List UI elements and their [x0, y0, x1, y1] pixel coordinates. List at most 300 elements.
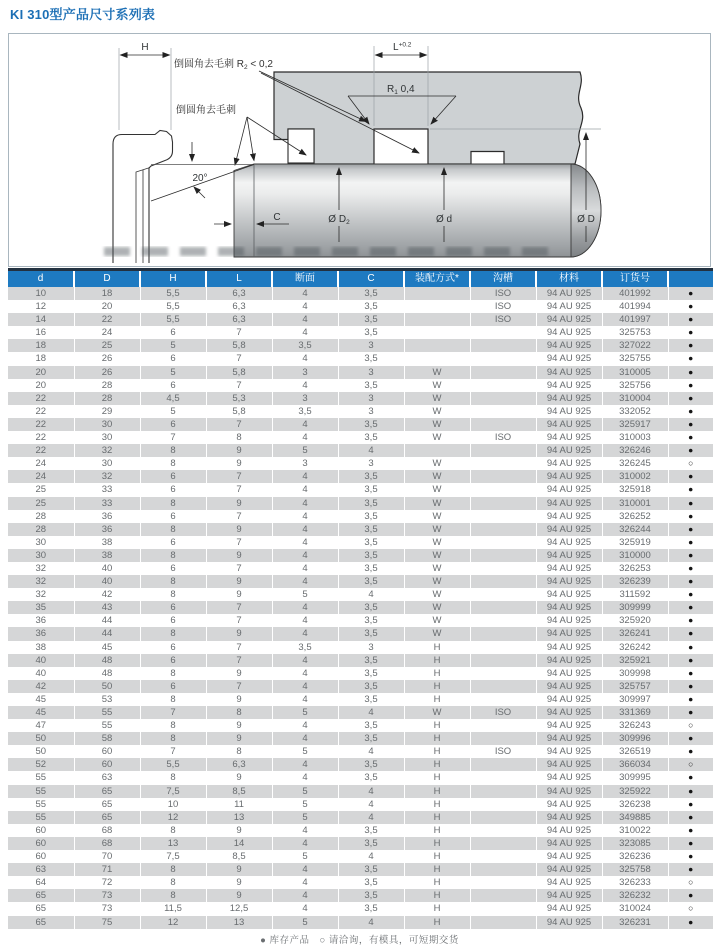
table-cell: 58 — [74, 732, 140, 745]
table-cell: 94 AU 925 — [536, 863, 602, 876]
table-cell: 33 — [74, 483, 140, 496]
table-cell: 4 — [272, 536, 338, 549]
table-cell: 4 — [272, 771, 338, 784]
table-cell — [470, 654, 536, 667]
table-row — [8, 300, 713, 313]
table-cell: 44 — [74, 627, 140, 640]
table-cell: 3 — [338, 392, 404, 405]
table-cell: 13 — [140, 837, 206, 850]
table-cell: 65 — [8, 889, 74, 902]
table-cell: 4 — [272, 837, 338, 850]
table-row — [8, 771, 713, 784]
table-cell: 30 — [8, 549, 74, 562]
col-header-D: D — [74, 270, 140, 288]
table-cell: 3,5 — [338, 693, 404, 706]
table-cell: 5,5 — [140, 287, 206, 300]
availability-mark: ○ — [668, 457, 713, 470]
table-cell: ISO — [470, 287, 536, 300]
table-cell: 20 — [8, 366, 74, 379]
table-cell: 55 — [8, 811, 74, 824]
table-cell: 401997 — [602, 313, 668, 326]
table-cell: 4 — [272, 300, 338, 313]
table-cell: W — [404, 562, 470, 575]
table-cell: 3,5 — [338, 483, 404, 496]
svg-text:Ø D: Ø D — [577, 214, 595, 225]
table-row — [8, 392, 713, 405]
table-cell: 325921 — [602, 654, 668, 667]
table-cell: 326236 — [602, 850, 668, 863]
table-cell: 331369 — [602, 706, 668, 719]
technical-drawing — [9, 34, 710, 266]
table-cell: 8 — [140, 667, 206, 680]
table-cell: W — [404, 588, 470, 601]
table-cell: 60 — [74, 758, 140, 771]
table-cell: 9 — [206, 719, 272, 732]
table-cell: 94 AU 925 — [536, 536, 602, 549]
table-row — [8, 837, 713, 850]
table-row — [8, 366, 713, 379]
table-cell: 8,5 — [206, 850, 272, 863]
table-cell: 325757 — [602, 680, 668, 693]
table-cell: 94 AU 925 — [536, 771, 602, 784]
availability-mark: ● — [668, 444, 713, 457]
table-row — [8, 601, 713, 614]
table-cell: 7 — [206, 562, 272, 575]
table-cell: 6 — [140, 379, 206, 392]
table-cell — [404, 287, 470, 300]
table-cell: 63 — [74, 771, 140, 784]
table-cell — [470, 379, 536, 392]
table-cell: 35 — [8, 601, 74, 614]
table-cell: 75 — [74, 916, 140, 929]
table-row — [8, 693, 713, 706]
svg-text:20°: 20° — [192, 173, 208, 184]
table-cell: 7 — [206, 326, 272, 339]
table-cell: 94 AU 925 — [536, 339, 602, 352]
table-cell: 18 — [74, 287, 140, 300]
table-cell: 5 — [272, 811, 338, 824]
table-cell — [470, 916, 536, 929]
table-cell: 4,5 — [140, 392, 206, 405]
table-cell: 3,5 — [338, 627, 404, 640]
table-cell: 326519 — [602, 745, 668, 758]
table-cell — [470, 352, 536, 365]
table-cell: 3,5 — [338, 497, 404, 510]
table-cell: 94 AU 925 — [536, 732, 602, 745]
table-cell — [470, 470, 536, 483]
table-cell: 310002 — [602, 470, 668, 483]
table-cell: 5,8 — [206, 339, 272, 352]
table-cell: 26 — [74, 352, 140, 365]
availability-mark: ● — [668, 863, 713, 876]
availability-legend: ● 库存产品 ○ 请洽询，有模具，可短期交货 — [260, 935, 459, 946]
table-cell: 3,5 — [338, 418, 404, 431]
table-cell: 7 — [206, 418, 272, 431]
table-cell — [470, 876, 536, 889]
table-cell: 64 — [35, 877, 47, 889]
availability-mark: ● — [668, 667, 713, 680]
table-cell: 14 — [8, 313, 74, 326]
table-cell: 4 — [272, 418, 338, 431]
table-cell: 94 AU 925 — [536, 313, 602, 326]
table-cell: 3,5 — [338, 470, 404, 483]
table-row — [8, 339, 713, 352]
table-cell: 3,5 — [338, 549, 404, 562]
table-cell: 7 — [206, 536, 272, 549]
table-cell: 6 — [140, 601, 206, 614]
table-cell: 33 — [74, 497, 140, 510]
table-cell: 9 — [206, 497, 272, 510]
table-cell: 18 — [35, 353, 47, 365]
table-row — [8, 326, 713, 339]
availability-mark: ● — [668, 536, 713, 549]
table-row — [8, 431, 713, 444]
availability-mark: ● — [668, 798, 713, 811]
table-cell: 73 — [74, 889, 140, 902]
table-cell: 11,5 — [140, 902, 206, 915]
table-cell: 8 — [140, 863, 206, 876]
table-cell: 326243 — [602, 719, 668, 732]
page-title: KI 310型产品尺寸系列表 — [10, 7, 156, 22]
table-row — [8, 863, 713, 876]
table-cell: 3,5 — [338, 889, 404, 902]
table-cell: H — [404, 902, 470, 915]
table-row — [8, 549, 713, 562]
table-cell: 366034 — [602, 758, 668, 771]
shaft — [234, 164, 601, 257]
table-cell: 4 — [338, 588, 404, 601]
table-cell: 4 — [272, 549, 338, 562]
table-cell: 3,5 — [338, 680, 404, 693]
table-cell: 8 — [140, 627, 206, 640]
table-cell: 28 — [74, 379, 140, 392]
table-cell: 94 AU 925 — [536, 837, 602, 850]
table-cell: 38 — [35, 641, 47, 653]
table-cell: 4 — [272, 287, 338, 300]
table-cell: ISO — [470, 431, 536, 444]
table-cell: 3,5 — [338, 771, 404, 784]
table-row — [8, 483, 713, 496]
table-cell: 9 — [206, 667, 272, 680]
table-row — [8, 405, 713, 418]
table-cell: 6,3 — [206, 300, 272, 313]
table-cell: 3,5 — [338, 824, 404, 837]
availability-mark: ● — [668, 588, 713, 601]
dimension-table — [8, 268, 713, 929]
table-cell: 3,5 — [338, 379, 404, 392]
table-cell: 7 — [206, 510, 272, 523]
availability-mark: ● — [668, 300, 713, 313]
table-cell: 3,5 — [338, 667, 404, 680]
table-cell: 4 — [272, 824, 338, 837]
table-cell: 8 — [140, 588, 206, 601]
table-cell — [470, 562, 536, 575]
table-cell: 94 AU 925 — [536, 523, 602, 536]
availability-mark: ● — [668, 379, 713, 392]
table-cell: 22 — [8, 444, 74, 457]
table-cell: 36 — [74, 523, 140, 536]
table-cell: 4 — [272, 470, 338, 483]
table-cell — [470, 693, 536, 706]
table-cell: 326252 — [602, 510, 668, 523]
table-row — [8, 614, 713, 627]
availability-mark: ● — [668, 785, 713, 798]
col-header-mounting: 装配方式* — [404, 270, 470, 288]
table-cell: 55 — [74, 719, 140, 732]
table-cell: 8 — [140, 889, 206, 902]
table-cell: H — [404, 745, 470, 758]
table-cell: H — [404, 719, 470, 732]
table-row — [8, 497, 713, 510]
table-cell: 94 AU 925 — [536, 889, 602, 902]
svg-text:Ø d: Ø d — [435, 214, 453, 225]
table-cell: 4 — [272, 876, 338, 889]
table-cell: 326241 — [602, 627, 668, 640]
table-cell: 4 — [272, 601, 338, 614]
table-cell: 9 — [206, 627, 272, 640]
table-cell: 94 AU 925 — [536, 457, 602, 470]
table-row — [8, 811, 713, 824]
table-cell — [470, 719, 536, 732]
table-cell: 94 AU 925 — [536, 641, 602, 654]
table-cell: H — [404, 798, 470, 811]
table-cell: 3,5 — [272, 641, 338, 654]
table-cell: 7 — [140, 706, 206, 719]
table-cell: 7 — [206, 641, 272, 654]
table-cell: 94 AU 925 — [536, 392, 602, 405]
col-header-d: d — [8, 270, 74, 288]
table-cell: 94 AU 925 — [536, 850, 602, 863]
table-row — [8, 719, 713, 732]
table-cell: 5 — [272, 850, 338, 863]
table-cell: 9 — [206, 457, 272, 470]
table-cell: 8 — [140, 876, 206, 889]
table-cell: 4 — [338, 811, 404, 824]
table-cell: 55 — [35, 798, 47, 810]
table-cell: 4 — [272, 562, 338, 575]
table-cell: 9 — [206, 575, 272, 588]
table-row — [8, 523, 713, 536]
table-cell: 22 — [8, 392, 74, 405]
table-cell: 94 AU 925 — [536, 745, 602, 758]
table-cell: 9 — [206, 771, 272, 784]
table-cell: 28 — [35, 510, 47, 522]
availability-mark: ● — [668, 392, 713, 405]
table-cell: 4 — [272, 758, 338, 771]
table-cell: 5 — [272, 785, 338, 798]
table-cell: H — [404, 785, 470, 798]
table-cell: 68 — [74, 837, 140, 850]
table-cell — [470, 326, 536, 339]
table-cell: 22 — [8, 418, 74, 431]
table-cell: 6 — [140, 352, 206, 365]
table-cell: 8 — [140, 549, 206, 562]
table-cell: 9 — [206, 863, 272, 876]
table-cell: 94 AU 925 — [536, 798, 602, 811]
table-cell: W — [404, 536, 470, 549]
table-cell: 8 — [140, 444, 206, 457]
table-cell — [470, 483, 536, 496]
table-cell: 63 — [8, 863, 74, 876]
table-cell: 25 — [35, 484, 47, 496]
availability-mark: ● — [668, 850, 713, 863]
table-cell — [470, 811, 536, 824]
table-cell: 309996 — [602, 732, 668, 745]
availability-mark: ● — [668, 732, 713, 745]
table-cell: 4 — [272, 654, 338, 667]
table-cell — [470, 798, 536, 811]
table-cell: 5,8 — [206, 366, 272, 379]
table-cell: 28 — [74, 392, 140, 405]
table-cell: 310003 — [602, 431, 668, 444]
table-row — [8, 850, 713, 863]
table-cell: 9 — [206, 732, 272, 745]
table-cell: 6 — [140, 562, 206, 575]
table-cell: 13 — [206, 916, 272, 929]
table-cell: 38 — [74, 549, 140, 562]
table-cell: 4 — [272, 627, 338, 640]
table-cell: 5 — [272, 798, 338, 811]
table-cell — [470, 785, 536, 798]
table-row — [8, 667, 713, 680]
table-cell: 3,5 — [338, 352, 404, 365]
table-cell — [470, 549, 536, 562]
table-cell: 8 — [140, 457, 206, 470]
table-cell: 94 AU 925 — [536, 627, 602, 640]
table-cell — [404, 352, 470, 365]
availability-mark: ● — [668, 575, 713, 588]
table-cell: W — [404, 627, 470, 640]
table-cell: H — [404, 850, 470, 863]
table-row — [8, 758, 713, 771]
table-cell: 4 — [272, 902, 338, 915]
availability-mark: ● — [668, 497, 713, 510]
table-cell: 310022 — [602, 824, 668, 837]
table-cell: 60 — [74, 745, 140, 758]
table-cell: H — [404, 654, 470, 667]
table-cell: 94 AU 925 — [536, 654, 602, 667]
table-cell — [470, 392, 536, 405]
table-cell: 13 — [206, 811, 272, 824]
table-cell: 5,8 — [206, 405, 272, 418]
table-cell — [470, 575, 536, 588]
table-cell: 349885 — [602, 811, 668, 824]
table-cell: 18 — [8, 339, 74, 352]
table-cell — [404, 313, 470, 326]
table-cell: 326238 — [602, 798, 668, 811]
table-cell: 7 — [206, 483, 272, 496]
table-cell — [404, 300, 470, 313]
table-row — [8, 287, 713, 300]
table-row — [8, 588, 713, 601]
table-cell: 325755 — [602, 352, 668, 365]
table-cell: 4 — [338, 785, 404, 798]
table-cell: 309999 — [602, 601, 668, 614]
table-cell — [470, 418, 536, 431]
table-cell: 5,5 — [140, 300, 206, 313]
table-cell: 325919 — [602, 536, 668, 549]
table-cell: 50 — [74, 680, 140, 693]
table-cell: 48 — [74, 667, 140, 680]
table-cell: 94 AU 925 — [536, 575, 602, 588]
table-cell: 94 AU 925 — [536, 614, 602, 627]
availability-mark: ● — [668, 523, 713, 536]
table-cell: 10 — [140, 798, 206, 811]
col-header-groove: 沟槽 — [470, 270, 536, 288]
table-cell: 22 — [74, 313, 140, 326]
table-cell: 326246 — [602, 444, 668, 457]
availability-mark: ● — [668, 654, 713, 667]
table-cell: 11 — [206, 798, 272, 811]
availability-mark: ○ — [668, 719, 713, 732]
table-cell: 94 AU 925 — [536, 300, 602, 313]
table-cell: 6,3 — [206, 758, 272, 771]
table-cell: 94 AU 925 — [536, 444, 602, 457]
table-cell: 65 — [8, 916, 74, 929]
table-cell: 60 — [35, 824, 47, 836]
table-cell: 65 — [74, 785, 140, 798]
table-cell: 94 AU 925 — [536, 693, 602, 706]
dim-L — [376, 42, 427, 56]
table-cell: 94 AU 925 — [536, 379, 602, 392]
table-cell: 4 — [272, 693, 338, 706]
table-cell: 4 — [272, 523, 338, 536]
table-cell: 4 — [338, 706, 404, 719]
table-cell: 94 AU 925 — [536, 667, 602, 680]
table-cell: W — [404, 379, 470, 392]
table-cell: 310000 — [602, 549, 668, 562]
table-cell: 94 AU 925 — [536, 366, 602, 379]
table-row — [8, 680, 713, 693]
table-cell: 24 — [74, 326, 140, 339]
table-cell: 47 — [35, 720, 47, 732]
table-cell: 4 — [272, 732, 338, 745]
table-cell: 4 — [272, 326, 338, 339]
table-cell: 6 — [140, 641, 206, 654]
table-cell: 4 — [272, 889, 338, 902]
table-cell: 42 — [74, 588, 140, 601]
table-cell: 94 AU 925 — [536, 326, 602, 339]
table-cell: 94 AU 925 — [536, 916, 602, 929]
table-cell: H — [404, 667, 470, 680]
table-cell: 30 — [35, 536, 47, 548]
table-cell: 94 AU 925 — [536, 876, 602, 889]
table-cell: ISO — [470, 313, 536, 326]
table-cell: 29 — [74, 405, 140, 418]
table-cell: 40 — [8, 654, 74, 667]
table-cell — [470, 667, 536, 680]
availability-mark: ● — [668, 562, 713, 575]
table-cell: 20 — [74, 300, 140, 313]
table-row — [8, 706, 713, 719]
availability-mark: ● — [668, 313, 713, 326]
table-row — [8, 876, 713, 889]
table-cell: 9 — [206, 523, 272, 536]
table-cell: 9 — [206, 588, 272, 601]
table-cell: 94 AU 925 — [536, 811, 602, 824]
table-cell: 3,5 — [338, 732, 404, 745]
table-cell: 48 — [74, 654, 140, 667]
table-cell: 6 — [140, 418, 206, 431]
table-cell: 3 — [338, 339, 404, 352]
table-cell: 26 — [74, 366, 140, 379]
table-cell: 4 — [272, 313, 338, 326]
table-cell: 7 — [140, 745, 206, 758]
table-cell: 94 AU 925 — [536, 287, 602, 300]
availability-mark: ○ — [668, 902, 713, 915]
table-cell: 60 — [8, 837, 74, 850]
table-cell: 4 — [272, 379, 338, 392]
